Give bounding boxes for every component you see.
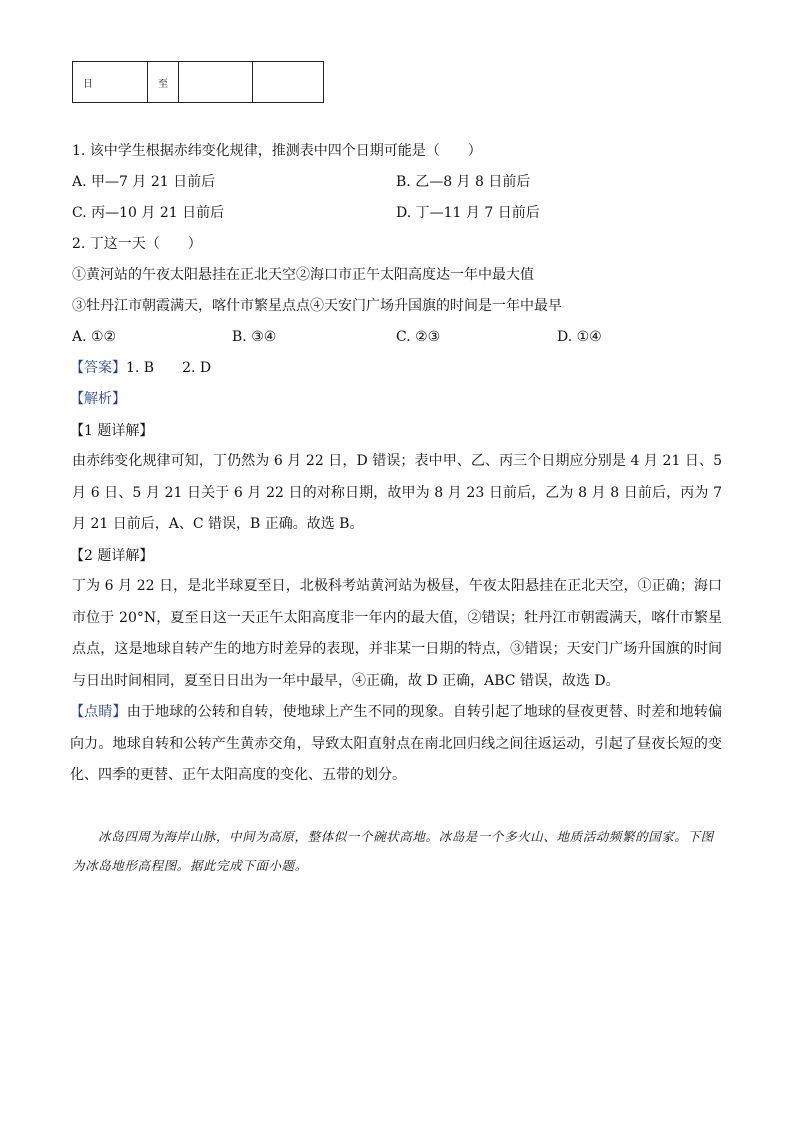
answer-tag: 【答案】: [70, 360, 126, 376]
comment-tag: 【点睛】: [70, 704, 127, 720]
q1-stem: 1. 该中学生根据赤纬变化规律，推测表中四个日期可能是（ ）: [72, 143, 482, 159]
q2-stem: 2. 丁这一天（ ）: [72, 236, 202, 252]
table-cell: 日: [73, 62, 148, 103]
comment-paragraph: [70, 697, 722, 792]
table-cell: [253, 62, 324, 103]
answer-text: 1. B 2. D: [126, 360, 212, 376]
q2-option-d: D. ①④: [557, 329, 602, 345]
q1-option-c: C. 丙—10 月 21 日前后: [72, 205, 225, 221]
q2-option-c: C. ②③: [396, 329, 441, 345]
comment-text: 由于地球的公转和自转，使地球上产生不同的现象。自转引起了地球的昼夜更替、时差和地转偏向力。地球自转和公转产生黄赤交角，导致太阳直射点在南北回归线之间往返运动，引起了昼夜长短的变化、四季的更替、正午太阳高度的变化、五带的划分。: [70, 704, 723, 783]
q2-statement-line-2: ③牡丹江市朝霞满天，喀什市繁星点点④天安门广场升国旗的时间是一年中最早: [72, 298, 562, 314]
q2-statement-line-1: ①黄河站的午夜太阳悬挂在正北天空②海口市正午太阳高度达一年中最大值: [72, 267, 534, 283]
detail2-text: 丁为 6 月 22 日，是北半球夏至日，北极科考站黄河站为极昼，午夜太阳悬挂在正北天空，①正确；海口市位于 20°N，夏至日这一天正午太阳高度非一年内的最大值，②错误；牡丹江市朝霞满天，喀什市繁星点点，这是地球自转产生的地方时差异的表现，并非某一日期的特点，③错误；天安门广场升国旗的时间与日出时间相同，夏至日日出为一年中最早，④正确，故 D 正确，ABC 错误，故选 D。: [72, 578, 722, 689]
date-table-fragment: [72, 61, 324, 103]
iceland-passage: 冰岛四周为海岸山脉，中间为高原，整体似一个碗状高地。冰岛是一个多火山、地质活动频繁的国家。下图为冰岛地形高程图。据此完成下面小题。: [72, 829, 714, 873]
q1-option-d: D. 丁—11 月 7 日前后: [396, 205, 540, 221]
q2-option-a: A. ①②: [72, 329, 117, 345]
detail1-text: 由赤纬变化规律可知，丁仍然为 6 月 22 日，D 错误；表中甲、乙、丙三个日期应分别是 4 月 21 日、5 月 6 日、5 月 21 日关于 6 月 22 日的对称日期，故甲为 8 月 23 日前后，乙为 8 月 8 日前后，丙为 7 月 21 日前后，A、C 错误，B 正确。故选 B。: [72, 453, 722, 532]
q2-option-b: B. ③④: [232, 329, 277, 345]
analysis-tag: 【解析】: [70, 391, 126, 407]
table-row: [73, 62, 324, 103]
detail2-tag: 【2 题详解】: [70, 548, 154, 564]
table-cell: [179, 62, 253, 103]
q1-option-a: A. 甲—7 月 21 日前后: [72, 174, 216, 190]
q1-option-b: B. 乙—8 月 8 日前后: [396, 174, 531, 190]
answer-line: [70, 358, 211, 378]
table-cell: 至: [148, 62, 179, 103]
detail1-tag: 【1 题详解】: [70, 423, 154, 439]
